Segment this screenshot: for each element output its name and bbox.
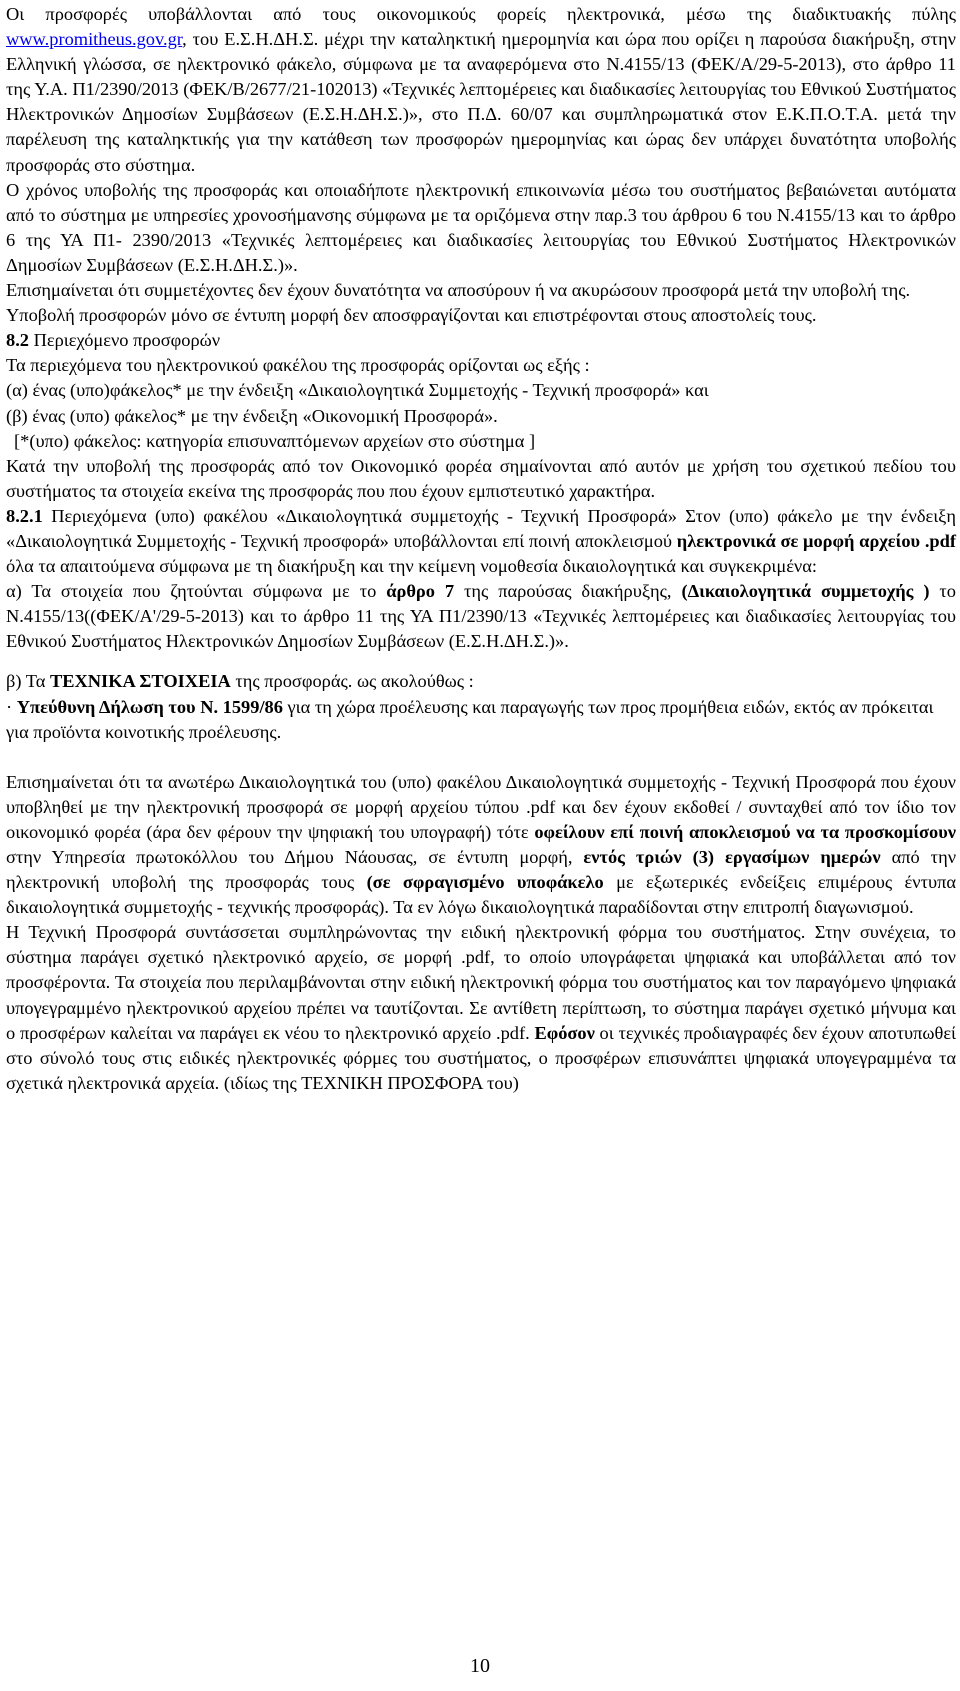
text: της προσφοράς. ως ακολούθως : (230, 671, 474, 692)
text: από την ηλεκτρονική υποβολή της προσφοράς τους (6, 847, 957, 893)
page-number: 10 (470, 1655, 490, 1677)
text: , του Ε.Σ.Η.ΔΗ.Σ. μέχρι την καταληκτική ημερομηνία και ώρα που ορίζει η παρούσα διακήρυξη, στην Ελληνική γλώσσα, σε ηλεκτρονικό φάκελο, σύμφωνα με τα αναφερόμενα στο Ν.4155/13 (ΦΕΚ/Α/29-5-2013), στο άρθρο 11 της Υ.Α. Π1/2390/2013 (ΦΕΚ/Β/2677/21-102013) «Τεχνικές λεπτομέρειες και διαδικασίες λειτουργίας του Εθνικού Συστήματος Ηλεκτρονικών Δημοσίων Συμβάσεων (Ε.Σ.Η.ΔΗ.Σ.)», στο Π.Δ. 60/07 και συμπληρωματικά στον Ε.Κ.Π.Ο.Τ.Α. μετά την παρέλευση της καταληκτικής για την κατάθεση των προσφορών ημερομηνίας και ώρας δεν υπάρχει δυνατότητα υποβολής προσφοράς στο σύστημα. (6, 29, 956, 175)
text: Οι προσφορές υποβάλλονται από τους οικονομικούς φορείς ηλεκτρονικά, μέσω της διαδικτυακής πύλης (6, 4, 956, 24)
document-page (6, 2, 956, 1096)
paragraph-submission (6, 2, 956, 178)
footnote-subfolder: [*(υπο) φάκελος: κατηγορία επισυναπτόμενων αρχείων στο σύστημα ] (14, 430, 536, 451)
bold-text: ΤΕΧΝΙΚΑ ΣΤΟΙΧΕΙΑ (49, 671, 231, 692)
text: με εξωτερικές ενδείξεις επιμέρους έντυπα δικαιολογητικά συμμετοχής - τεχνικής προσφοράς). Τα εν λόγω δικαιολογητικά παραδίδονται στην επιτροπή διαγωνισμού. (6, 872, 956, 918)
text: της παρούσας διακήρυξης, (454, 581, 682, 602)
text: α) Τα στοιχεία που ζητούνται σύμφωνα με το (6, 581, 387, 602)
section-title: Περιεχόμενο προσφορών (29, 330, 221, 351)
text: για τη χώρα προέλευσης και παραγωγής των προς προμήθεια ειδών, εκτός αν πρόκειται για προϊόντα κοινοτικής προέλευσης. (6, 696, 934, 742)
section-number: 8.2 (6, 330, 29, 351)
text: στην Υπηρεσία πρωτοκόλλου του Δήμου Νάουσας, σε έντυπη μορφή, (6, 847, 584, 867)
text: Περιεχόμενα (υπο) φακέλου «Δικαιολογητικά συμμετοχής - Τεχνική Προσφορά» Στον (υπο) φάκελο με την ένδειξη «Δικαιολογητικά Συμμετοχής - Τεχνική προσφορά» υποβάλλονται επί ποινή αποκλεισμού (6, 505, 956, 551)
bullet-icon: · (6, 696, 17, 717)
bold-text: (Δικαιολογητικά συμμετοχής ) (681, 581, 930, 602)
text: όλα τα απαιτούμενα σύμφωνα με τη διακήρυξη και την κείμενη νομοθεσία δικαιολογητικά και συγκεκριμένα: (6, 556, 817, 577)
paragraph-no-withdrawal: Επισημαίνεται ότι συμμετέχοντες δεν έχουν δυνατότητα να αποσύρουν ή να ακυρώσουν προσφορά μετά την υποβολή της. (6, 280, 911, 301)
section-8-2-1 (6, 504, 956, 579)
text: Επισημαίνεται ότι τα ανωτέρω Δικαιολογητικά του (υπο) φακέλου Δικαιολογητικά συμμετοχής - Τεχνική Προσφορά που έχουν υποβληθεί με την ηλεκτρονική προσφορά σε μορφή αρχείου τύπου .pdf και δεν έχουν εκδοθεί / συνταχθεί από τον ίδιο τον οικονομικό φορέα (άρα δεν φέρουν την ψηφιακή του υπογραφή) τότε (6, 771, 956, 842)
item-b-technical-data (6, 669, 956, 694)
bold-text: ηλεκτρονικά σε μορφή αρχείου .pdf (676, 530, 956, 551)
item-a-participation-docs (6, 579, 956, 654)
paragraph-technical-offer-form (6, 920, 956, 1096)
bold-text: (σε σφραγισμένο υποφάκελο (366, 872, 604, 893)
paragraph-paper-offers: Υποβολή προσφορών μόνο σε έντυπη μορφή δεν αποσφραγίζονται και επιστρέφονται στους αποστολείς τους. (6, 305, 817, 326)
paragraph-confidential: Κατά την υποβολή της προσφοράς από τον Οικονομικό φορέα σημαίνονται από αυτόν με χρήση του σχετικού πεδίου του συστήματος τα στοιχεία εκείνα της προσφοράς που που έχουν εμπιστευτικό χαρακτήρα. (6, 455, 956, 501)
bullet-solemn-declaration (6, 695, 956, 745)
bold-text: Εφόσον (534, 1022, 595, 1043)
list-item-b: (β) ένας (υπο) φάκελος* με την ένδειξη «Οικονομική Προσφορά». (6, 405, 498, 426)
bold-text: εντός τριών (3) εργασίμων ημερών (583, 847, 881, 867)
promitheus-link[interactable]: www.promitheus.gov.gr (6, 29, 183, 50)
paragraph-hardcopy-requirement (6, 770, 956, 921)
list-item-a: (α) ένας (υπο)φάκελος* με την ένδειξη «Δικαιολογητικά Συμμετοχής - Τεχνική προσφορά» και (6, 380, 709, 401)
text: Η Τεχνική Προσφορά συντάσσεται συμπληρώνοντας την ειδική ηλεκτρονική φόρμα του συστήματος. Στην συνέχεια, το σύστημα παράγει σχετικό ηλεκτρονικό αρχείο, σε μορφή .pdf, το οποίο υπογράφεται ψηφιακά και υποβάλλεται από τον προσφέροντα. Τα στοιχεία που περιλαμβάνονται στην ειδική ηλεκτρονική φόρμα του συστήματος και τον παραγόμενο ψηφιακά υπογεγραμμένο ηλεκτρονικού αρχείου πρέπει να ταυτίζονται. Σε αντίθετη περίπτωση, το σύστημα παράγει σχετικό μήνυμα και ο προσφέρων καλείται να παράγει εκ νέου το ηλεκτρονικό αρχείο .pdf. (6, 922, 956, 1043)
text: β) Τα (6, 671, 50, 692)
paragraph-timestamp: Ο χρόνος υποβολής της προσφοράς και οποιαδήποτε ηλεκτρονική επικοινωνία μέσω του συστήματος βεβαιώνεται αυτόματα από το σύστημα με υπηρεσίες χρονοσήμανσης σύμφωνα με τα οριζόμενα στην παρ.3 του άρθρου 6 του Ν.4155/13 και το άρθρο 6 της ΥΑ Π1- 2390/2013 «Τεχνικές λεπτομέρειες και διαδικασίες λειτουργίας του Εθνικού Συστήματος Ηλεκτρονικών Δημοσίων Συμβάσεων (Ε.Σ.Η.ΔΗ.Σ.)». (6, 179, 956, 275)
section-heading-8-2 (6, 328, 956, 353)
text: οι τεχνικές προδιαγραφές δεν έχουν αποτυπωθεί στο σύνολό τους στις ειδικές ηλεκτρονικές φόρμες του συστήματος, ο προσφέρων επισυνάπτει ψηφιακά υπογεγραμμένα τα σχετικά ηλεκτρονικά αρχεία. (ιδίως της ΤΕΧΝΙΚΗ ΠΡΟΣΦΟΡΑ του) (6, 1022, 956, 1093)
section-number: 8.2.1 (6, 505, 43, 526)
paragraph-contents-intro: Τα περιεχόμενα του ηλεκτρονικού φακέλου της προσφοράς ορίζονται ως εξής : (6, 355, 590, 376)
bold-text: άρθρο 7 (386, 581, 455, 602)
bold-text: οφείλουν επί ποινή αποκλεισμού να τα προσκομίσουν (534, 821, 956, 842)
bold-text: Υπεύθυνη Δήλωση του Ν. 1599/86 (16, 696, 283, 717)
text: το Ν.4155/13((ΦΕΚ/Α'/29-5-2013) και το άρθρο 11 της ΥΑ Π1/2390/13 «Τεχνικές λεπτομέρειες και διαδικασίες λειτουργίας του Εθνικού Συστήματος Ηλεκτρονικών Δημοσίων Συμβάσεων (Ε.Σ.Η.ΔΗ.Σ.)». (6, 581, 956, 652)
